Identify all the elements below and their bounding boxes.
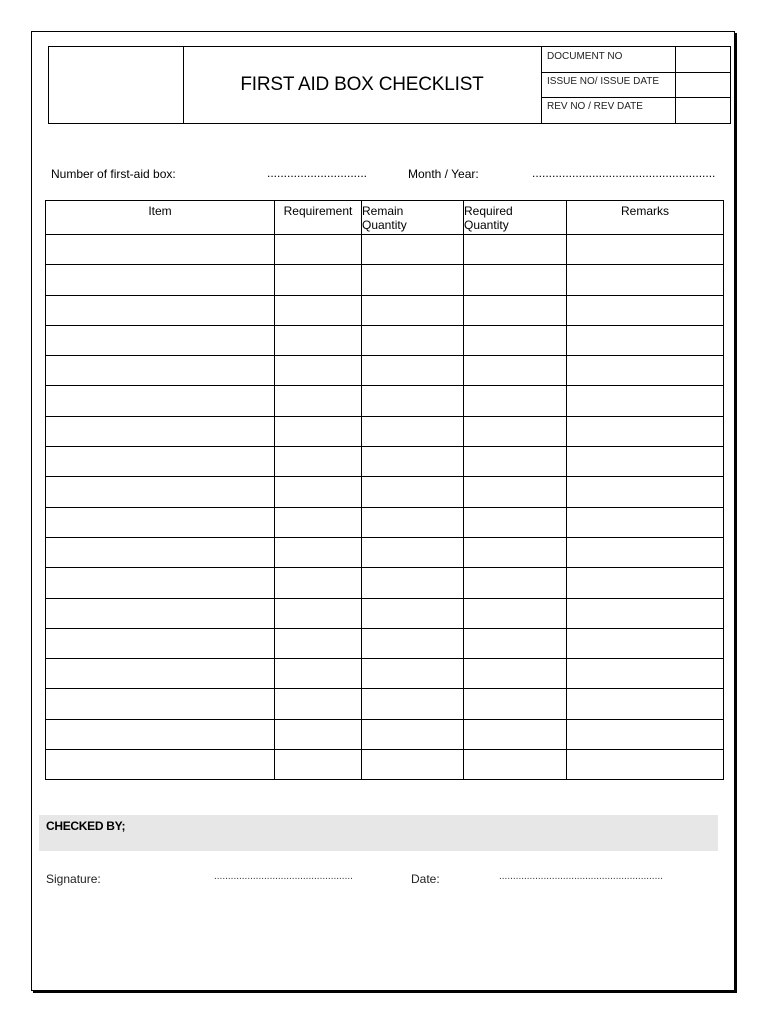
document-meta [542,47,730,123]
remain-quantity-cell[interactable] [362,689,464,719]
item-cell[interactable] [46,416,275,446]
remarks-cell[interactable] [567,628,724,658]
item-cell[interactable] [46,477,275,507]
remarks-cell[interactable] [567,507,724,537]
requirement-cell[interactable] [275,750,362,780]
box-number-field[interactable]: .............................. [267,166,368,180]
remain-quantity-cell[interactable] [362,386,464,416]
date-label: Date: [411,872,440,886]
table-row [46,719,724,749]
checklist-table [45,200,724,780]
required-quantity-cell[interactable] [464,477,567,507]
signature-field[interactable]: .................................................. [214,871,353,882]
item-cell[interactable] [46,235,275,265]
remarks-cell[interactable] [567,265,724,295]
remarks-cell[interactable] [567,235,724,265]
remain-quantity-cell[interactable] [362,628,464,658]
requirement-cell[interactable] [275,598,362,628]
required-quantity-cell[interactable] [464,659,567,689]
checked-by-band [39,815,718,851]
remain-quantity-cell[interactable] [362,265,464,295]
column-header-requirement: Requirement [275,201,362,235]
item-cell[interactable] [46,325,275,355]
item-cell[interactable] [46,386,275,416]
meta-value-field[interactable] [675,47,731,72]
meta-value-field[interactable] [675,97,731,123]
remarks-cell[interactable] [567,447,724,477]
table-row [46,235,724,265]
column-header-remarks: Remarks [567,201,724,235]
header-line: Quantity [464,218,509,232]
header-line: Quantity [362,218,407,232]
remarks-cell[interactable] [567,568,724,598]
item-cell[interactable] [46,598,275,628]
column-header-remain-quantity [362,201,464,235]
requirement-cell[interactable] [275,568,362,598]
remarks-cell[interactable] [567,598,724,628]
table-row [46,537,724,567]
item-cell[interactable] [46,265,275,295]
item-cell[interactable] [46,507,275,537]
table-row [46,750,724,780]
table-row [46,598,724,628]
remain-quantity-cell[interactable] [362,659,464,689]
required-quantity-cell[interactable] [464,356,567,386]
date-field[interactable]: ........................................................... [499,871,663,882]
table-row [46,628,724,658]
table-row [46,416,724,446]
requirement-cell[interactable] [275,447,362,477]
meta-row-document-no [542,47,730,73]
month-year-label: Month / Year: [408,167,479,181]
required-quantity-cell[interactable] [464,719,567,749]
remarks-cell[interactable] [567,537,724,567]
table-row [46,295,724,325]
column-header-required-quantity [464,201,567,235]
table-row [46,477,724,507]
item-cell[interactable] [46,295,275,325]
meta-row-rev [542,97,730,123]
remarks-cell[interactable] [567,689,724,719]
box-number-label: Number of first-aid box: [51,167,176,181]
required-quantity-cell[interactable] [464,295,567,325]
remain-quantity-cell[interactable] [362,537,464,567]
table-header-row [46,201,724,235]
required-quantity-cell[interactable] [464,235,567,265]
checked-by-heading: CHECKED BY; [46,819,126,833]
requirement-cell[interactable] [275,325,362,355]
remarks-cell[interactable] [567,659,724,689]
item-cell[interactable] [46,447,275,477]
requirement-cell[interactable] [275,537,362,567]
item-cell[interactable] [46,628,275,658]
item-cell[interactable] [46,750,275,780]
document-title: FIRST AID BOX CHECKLIST [183,47,542,123]
remain-quantity-cell[interactable] [362,568,464,598]
table-row [46,356,724,386]
table-row [46,386,724,416]
table-row [46,507,724,537]
signature-label: Signature: [46,872,101,886]
requirement-cell[interactable] [275,386,362,416]
required-quantity-cell[interactable] [464,265,567,295]
requirement-cell[interactable] [275,265,362,295]
table-row [46,265,724,295]
remarks-cell[interactable] [567,325,724,355]
meta-row-issue [542,72,730,98]
item-cell[interactable] [46,719,275,749]
meta-value-field[interactable] [675,72,731,97]
column-header-item: Item [46,201,275,235]
requirement-cell[interactable] [275,628,362,658]
logo-placeholder [49,47,184,123]
required-quantity-cell[interactable] [464,689,567,719]
requirement-cell[interactable] [275,689,362,719]
month-year-field[interactable]: ....................................................... [532,166,716,180]
table-row [46,325,724,355]
remain-quantity-cell[interactable] [362,598,464,628]
remain-quantity-cell[interactable] [362,356,464,386]
remain-quantity-cell[interactable] [362,325,464,355]
remarks-cell[interactable] [567,750,724,780]
requirement-cell[interactable] [275,416,362,446]
header-line: Required [464,204,513,218]
remain-quantity-cell[interactable] [362,235,464,265]
remarks-cell[interactable] [567,295,724,325]
requirement-cell[interactable] [275,507,362,537]
item-cell[interactable] [46,356,275,386]
remain-quantity-cell[interactable] [362,507,464,537]
required-quantity-cell[interactable] [464,628,567,658]
table-row [46,447,724,477]
meta-label: DOCUMENT NO [547,51,623,62]
remarks-cell[interactable] [567,356,724,386]
item-cell[interactable] [46,537,275,567]
required-quantity-cell[interactable] [464,416,567,446]
meta-label: REV NO / REV DATE [547,101,643,112]
requirement-cell[interactable] [275,235,362,265]
remain-quantity-cell[interactable] [362,295,464,325]
header-line: Remain [362,204,404,218]
required-quantity-cell[interactable] [464,568,567,598]
remarks-cell[interactable] [567,719,724,749]
remarks-cell[interactable] [567,386,724,416]
required-quantity-cell[interactable] [464,386,567,416]
remarks-cell[interactable] [567,477,724,507]
requirement-cell[interactable] [275,659,362,689]
table-row [46,659,724,689]
requirement-cell[interactable] [275,356,362,386]
remain-quantity-cell[interactable] [362,477,464,507]
table-row [46,689,724,719]
remarks-cell[interactable] [567,416,724,446]
requirement-cell[interactable] [275,477,362,507]
item-cell[interactable] [46,659,275,689]
requirement-cell[interactable] [275,719,362,749]
meta-label: ISSUE NO/ ISSUE DATE [547,76,660,87]
required-quantity-cell[interactable] [464,325,567,355]
remain-quantity-cell[interactable] [362,416,464,446]
required-quantity-cell[interactable] [464,537,567,567]
required-quantity-cell[interactable] [464,507,567,537]
requirement-cell[interactable] [275,295,362,325]
remain-quantity-cell[interactable] [362,719,464,749]
required-quantity-cell[interactable] [464,447,567,477]
remain-quantity-cell[interactable] [362,447,464,477]
remain-quantity-cell[interactable] [362,750,464,780]
table-row [46,568,724,598]
item-cell[interactable] [46,568,275,598]
item-cell[interactable] [46,689,275,719]
required-quantity-cell[interactable] [464,750,567,780]
required-quantity-cell[interactable] [464,598,567,628]
document-header [48,46,731,124]
